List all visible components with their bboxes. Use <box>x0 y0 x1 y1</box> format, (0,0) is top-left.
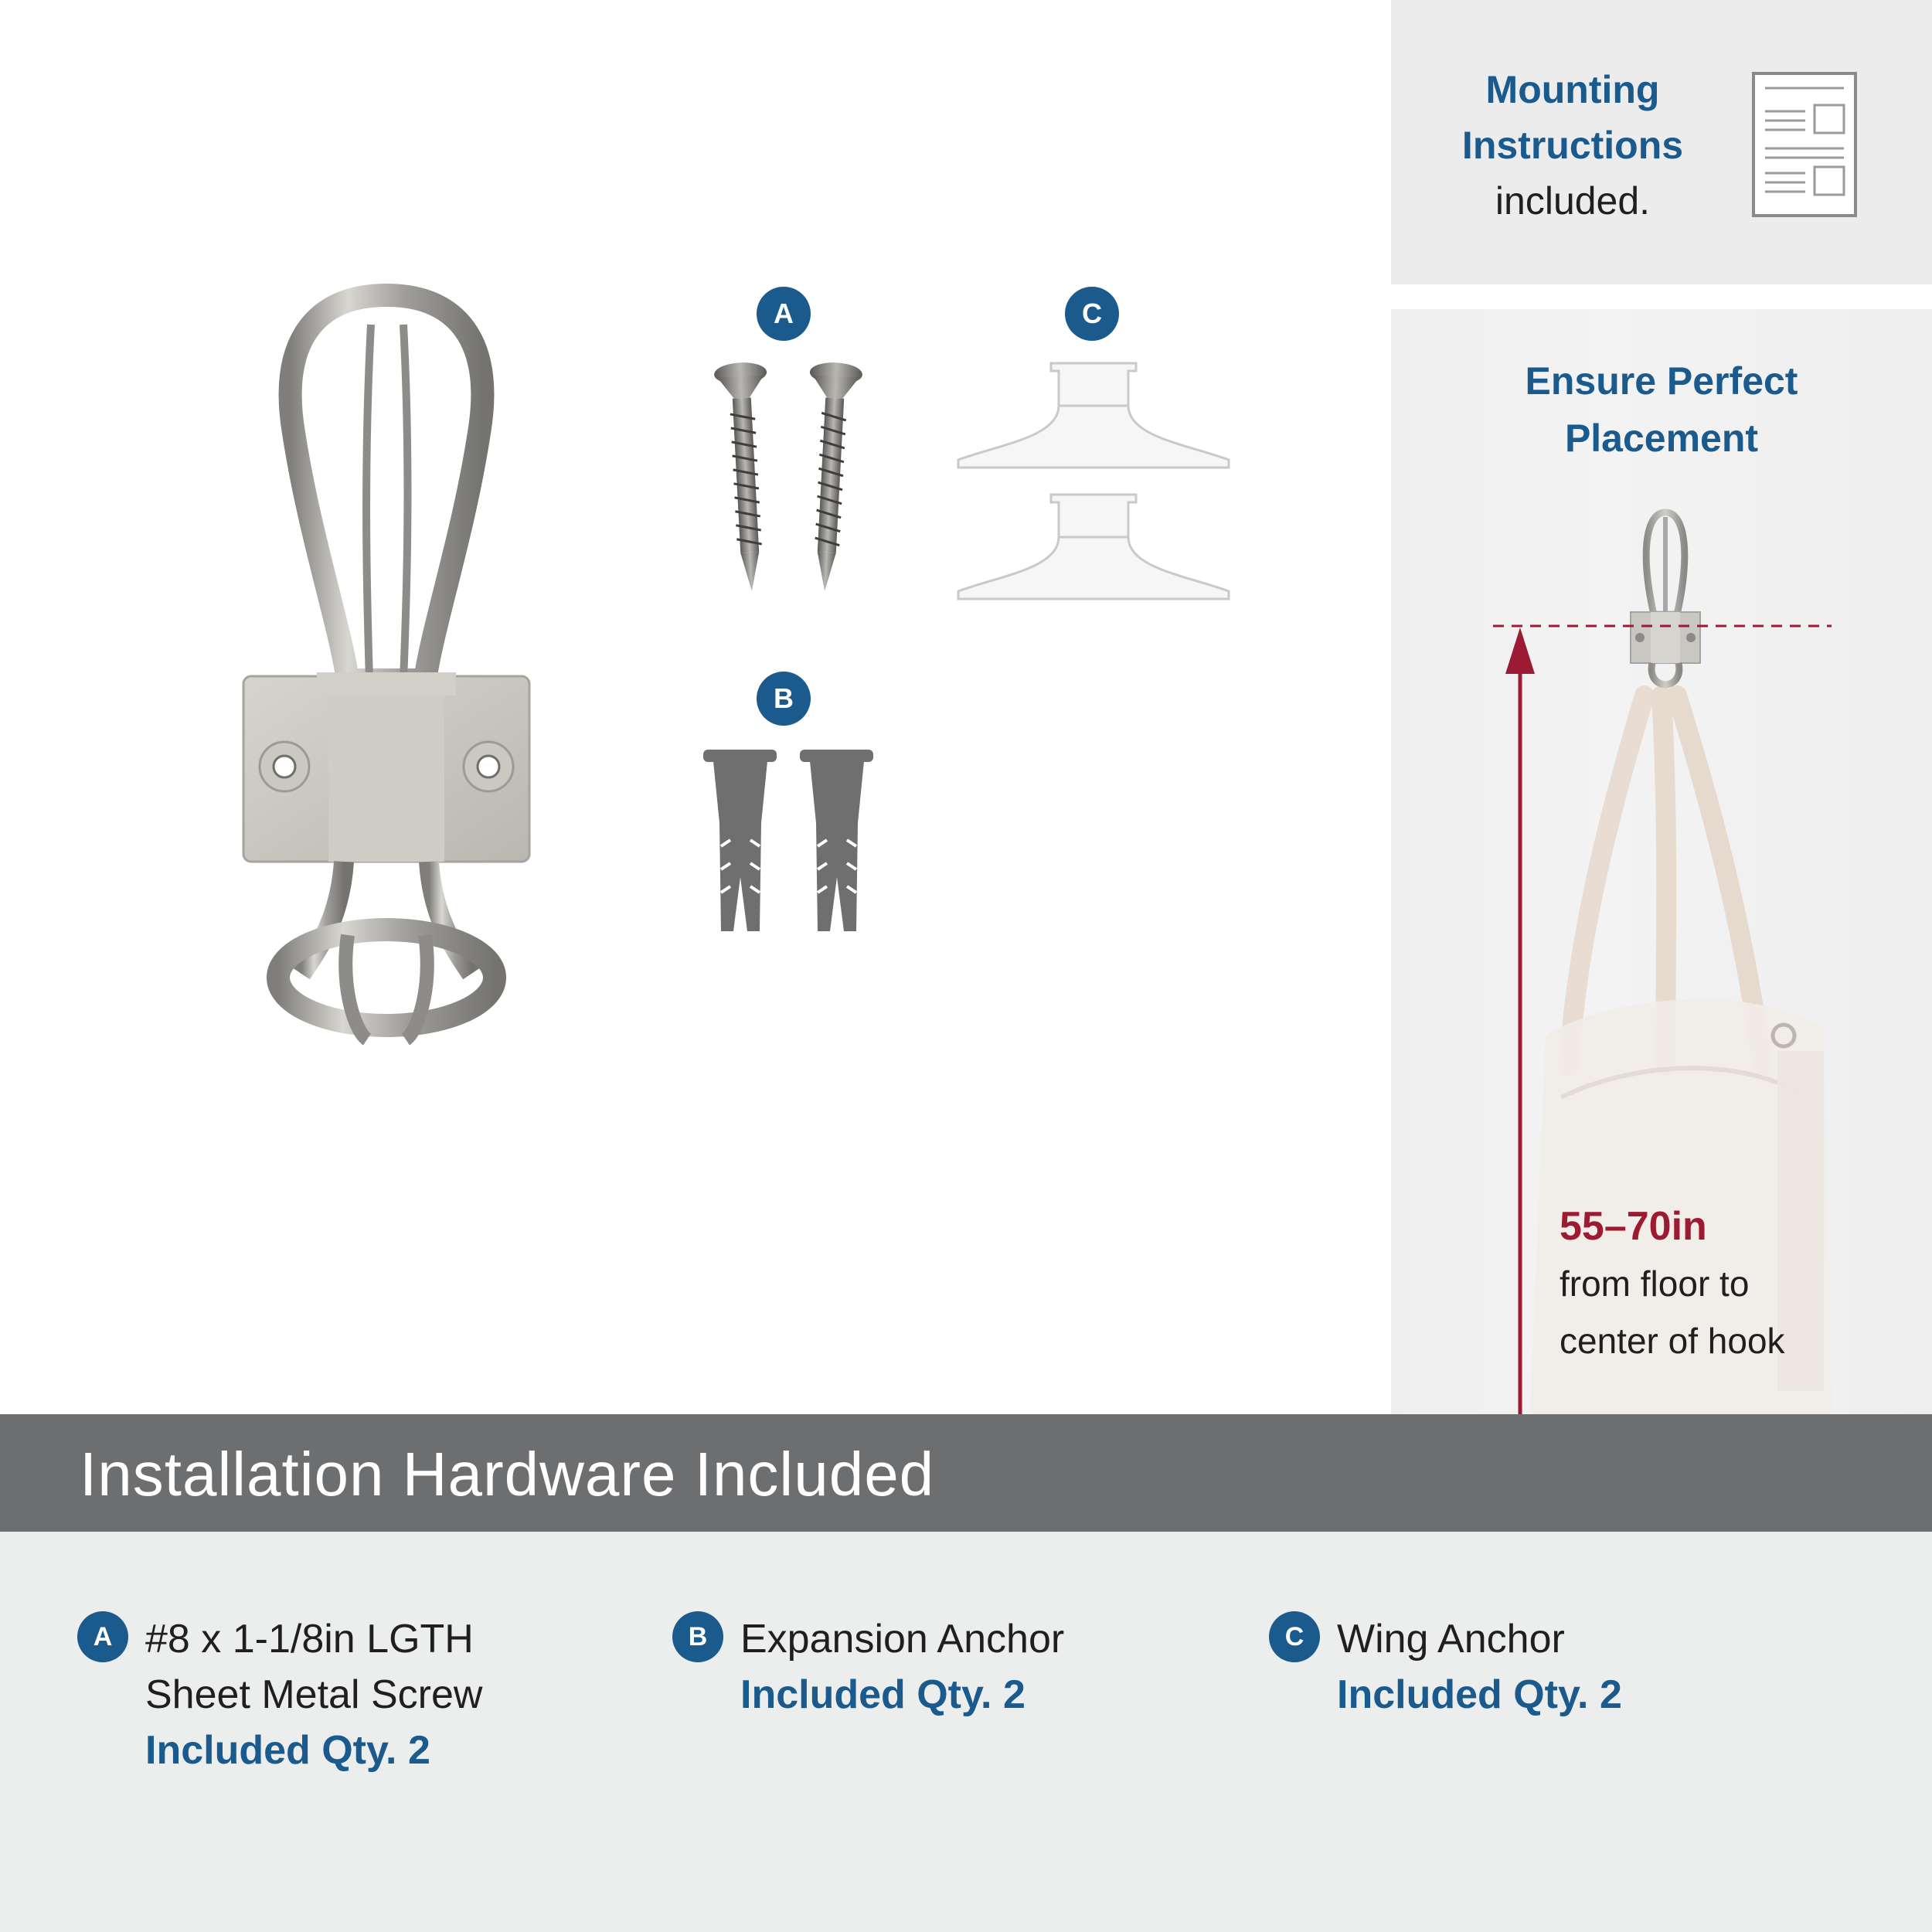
height-range: 55–70in <box>1560 1204 1707 1249</box>
placement-heading <box>1414 352 1909 467</box>
item-b-qty: Included Qty. 2 <box>740 1672 1026 1717</box>
item-text-b <box>740 1611 1064 1723</box>
mounting-instructions-text <box>1418 62 1727 229</box>
hardware-band-title: Installation Hardware Included <box>80 1440 935 1509</box>
hook-product-image <box>232 278 541 1066</box>
item-badge-c: C <box>1269 1611 1320 1662</box>
mounting-included-text: included. <box>1495 179 1651 223</box>
item-a-line1: #8 x 1-1/8in LGTH <box>145 1617 474 1662</box>
item-text-c <box>1337 1611 1622 1723</box>
placement-heading-line1: Ensure Perfect <box>1525 359 1798 403</box>
screw-image <box>699 359 877 595</box>
wing-anchor-image <box>954 359 1233 603</box>
item-badge-b: B <box>672 1611 723 1662</box>
arrow-up-icon <box>1505 628 1535 674</box>
hardware-item-b <box>672 1611 1065 1717</box>
item-b-line1: Expansion Anchor <box>740 1617 1065 1662</box>
height-desc-line1: from floor to <box>1560 1264 1750 1304</box>
item-a-line2: Sheet Metal Screw <box>145 1672 483 1717</box>
item-c-qty: Included Qty. 2 <box>1337 1672 1622 1717</box>
label-badge-b: B <box>757 672 811 726</box>
label-badge-a: A <box>757 287 811 341</box>
height-desc-line2: center of hook <box>1560 1321 1785 1361</box>
mounting-heading-line1: Mounting <box>1485 68 1660 111</box>
item-a-qty: Included Qty. 2 <box>145 1728 430 1773</box>
expansion-anchor-image <box>699 746 877 935</box>
hardware-item-c <box>1269 1611 1622 1717</box>
placement-heading-line2: Placement <box>1564 417 1759 460</box>
item-text-a <box>145 1611 482 1778</box>
placement-measurement <box>1560 1198 1869 1369</box>
item-c-line1: Wing Anchor <box>1337 1617 1565 1662</box>
mounting-heading-line2: Instructions <box>1461 124 1684 167</box>
hardware-item-a <box>77 1611 483 1773</box>
document-icon <box>1751 71 1858 218</box>
item-badge-a: A <box>77 1611 128 1662</box>
label-badge-c: C <box>1065 287 1119 341</box>
